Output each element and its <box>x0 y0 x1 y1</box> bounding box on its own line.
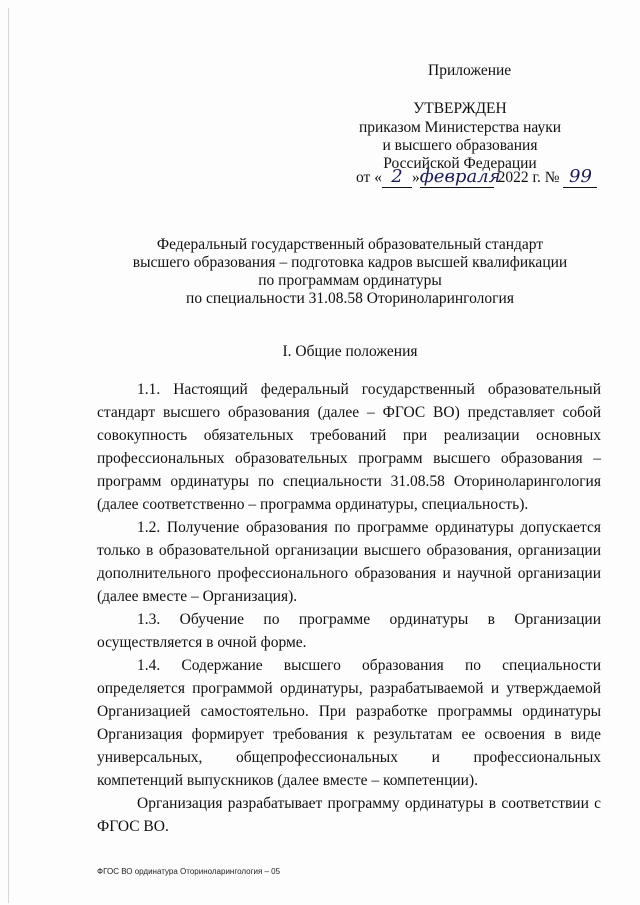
standard-title-line-3: по программам ординатуры <box>258 272 442 289</box>
approved-title: УТВЕРЖДЕН <box>413 100 507 117</box>
date-quote-close: » <box>411 169 420 186</box>
handwritten-order-number: 99 <box>563 166 597 188</box>
paragraph-1-1: 1.1. Настоящий федеральный государственный образовательный стандарт высшего образования (далее – ФГОС ВО) представляет собой совокупность обязательных требований при реализации основных профессиональных образовательных программ высшего образования – программ ординатуры по специальности 31.08.58 Оториноларингология (далее соответственно – программа ординатуры, специальность). <box>97 381 601 513</box>
paragraph-1-4: 1.4. Содержание высшего образования по специальности определяется программой ординатуры, разрабатываемой и утверждаемой Организацией самостоятельно. При разработке программы ординатуры Организация формирует требования к результатам ее освоения в виде универсальных, общепрофессиональных и профессиональных компетенций выпускников (далее вместе – компетенции). <box>97 657 601 789</box>
date-prefix: от « <box>356 169 382 186</box>
paragraph-1-2: 1.2. Получение образования по программе ординатуры допускается только в образовательной организации высшего образования, организации дополнительного профессионального образования и научной организации (далее вместе – Организация). <box>97 519 601 605</box>
order-date-line <box>356 166 597 188</box>
approval-block <box>330 119 590 173</box>
handwritten-day: 2 <box>382 166 412 188</box>
standard-title-line-2: высшего образования – подготовка кадров высшей квалификации <box>132 254 568 271</box>
section-heading: I. Общие положения <box>282 343 418 360</box>
approval-line-3: Российской Федерации <box>383 155 537 172</box>
handwritten-month: февраля <box>419 166 501 187</box>
standard-title <box>100 236 600 308</box>
year-and-number-label: 2022 г. № <box>497 169 560 186</box>
approval-line-2: и высшего образования <box>382 137 538 154</box>
page-footer: ФГОС ВО ординатура Оториноларингология – 05 <box>97 867 281 876</box>
standard-title-line-4: по специальности 31.08.58 Оториноларингология <box>186 290 514 307</box>
paragraph-1-3: 1.3. Обучение по программе ординатуры в Организации осуществляется в очной форме. <box>97 611 601 651</box>
standard-title-line-1: Федеральный государственный образовательный стандарт <box>156 236 544 253</box>
approval-line-1: приказом Министерства науки <box>358 119 562 136</box>
paragraph-organization: Организация разрабатывает программу ординатуры в соответствии с ФГОС ВО. <box>97 795 601 835</box>
body-text <box>97 378 601 838</box>
appendix-label: Приложение <box>428 62 512 79</box>
